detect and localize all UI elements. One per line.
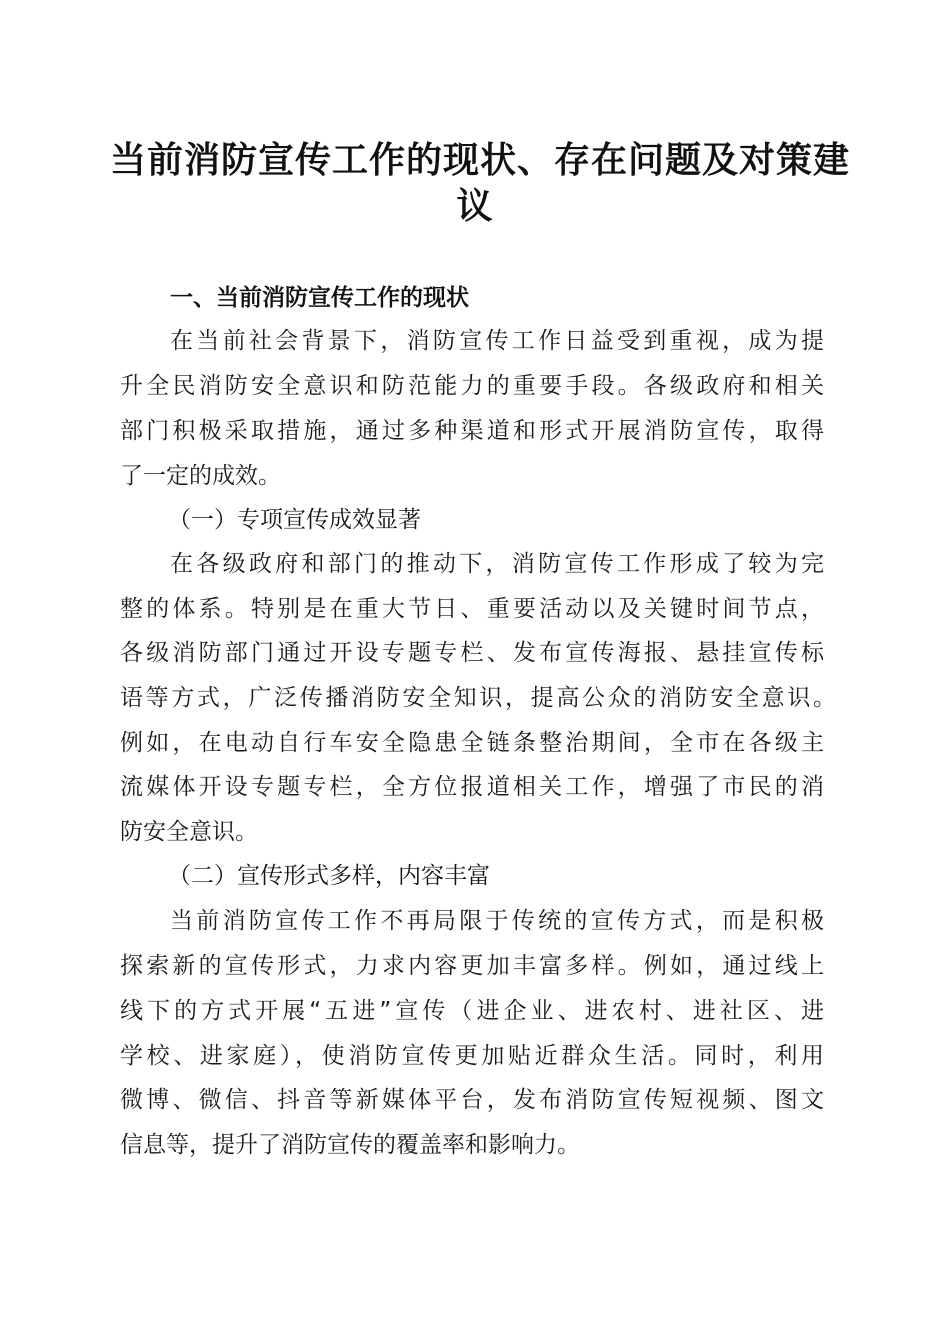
- paragraph-line: 探索新的宣传形式，力求内容更加丰富多样。例如，通过线上: [120, 953, 824, 979]
- paragraph-line: 了一定的成效。: [120, 463, 281, 489]
- paragraph-line: 整的体系。特别是在重大节日、重要活动以及关键时间节点，: [120, 596, 824, 622]
- document-title-line-1: 当前消防宣传工作的现状、存在问题及对策建: [110, 139, 851, 181]
- paragraph-line: 防安全意识。: [120, 819, 258, 845]
- paragraph-line: 部门积极采取措施，通过多种渠道和形式开展消防宣传，取得: [120, 418, 824, 444]
- paragraph-line: 例如，在电动自行车安全隐患全链条整治期间，全市在各级主: [120, 730, 824, 756]
- paragraph-line: 微博、微信、抖音等新媒体平台，发布消防宣传短视频、图文: [120, 1087, 824, 1113]
- subsection-heading-1: （一）专项宣传成效显著: [168, 507, 421, 533]
- document-title-line-2: 议: [456, 185, 494, 227]
- paragraph-line: 当前消防宣传工作不再局限于传统的宣传方式，而是积极: [170, 908, 824, 934]
- paragraph-line: 升全民消防安全意识和防范能力的重要手段。各级政府和相关: [120, 373, 824, 399]
- subsection-heading-2: （二）宣传形式多样，内容丰富: [168, 863, 490, 889]
- paragraph-line: 语等方式，广泛传播消防安全知识，提高公众的消防安全意识。: [120, 685, 836, 711]
- paragraph-line: 在各级政府和部门的推动下，消防宣传工作形成了较为完: [170, 551, 824, 577]
- paragraph-line: 学校、进家庭），使消防宣传更加贴近群众生活。同时，利用: [120, 1043, 824, 1069]
- paragraph-line: 线下的方式开展“五进”宣传（进企业、进农村、进社区、进: [120, 998, 824, 1024]
- paragraph-line: 在当前社会背景下，消防宣传工作日益受到重视，成为提: [170, 328, 824, 354]
- paragraph-line: 流媒体开设专题专栏，全方位报道相关工作，增强了市民的消: [120, 774, 824, 800]
- section-heading-1: 一、当前消防宣传工作的现状: [170, 285, 469, 311]
- paragraph-line: 各级消防部门通过开设专题专栏、发布宣传海报、悬挂宣传标: [120, 640, 824, 666]
- paragraph-line: 信息等，提升了消防宣传的覆盖率和影响力。: [120, 1132, 580, 1158]
